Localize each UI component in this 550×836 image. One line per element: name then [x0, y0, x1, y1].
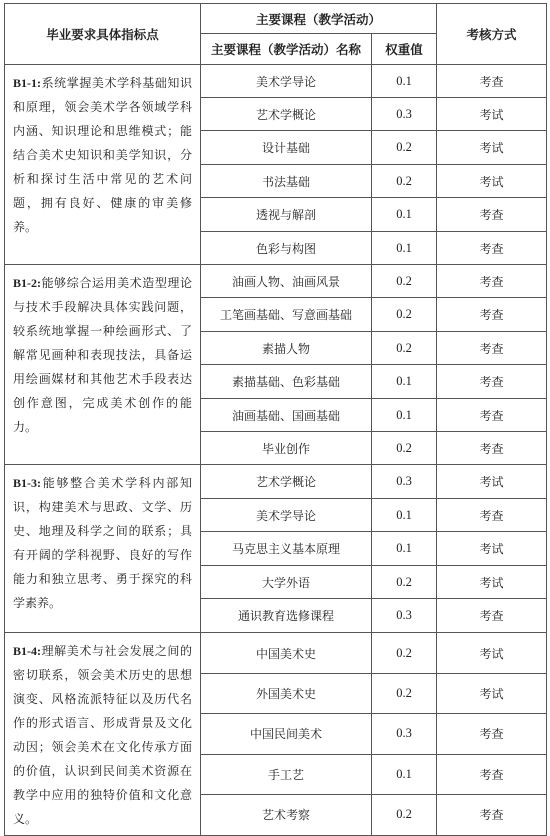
- weight-value: 0.2: [372, 794, 437, 835]
- course-name: 油画人物、油画风景: [201, 265, 372, 298]
- weight-value: 0.3: [372, 599, 437, 633]
- weight-value: 0.3: [372, 98, 437, 131]
- requirement-text: 系统掌握美术学科基础知识和原理，领会美术学各领域学科内涵、知识理论和思维模式；能结合美术史知识和美学知识，分析和探讨生活中常见的艺术问题，拥有良好、健康的审美修养。: [13, 76, 192, 234]
- course-name: 艺术学概论: [201, 465, 372, 499]
- course-name: 设计基础: [201, 131, 372, 165]
- course-name: 素描基础、色彩基础: [201, 365, 372, 399]
- assessment-method: 考查: [437, 713, 547, 754]
- requirement-code: B1-3:: [13, 476, 41, 490]
- course-name: 毕业创作: [201, 432, 372, 465]
- requirement-text: 能够综合运用美术造型理论与技术手段解决具体实践问题，较系统地掌握一种绘画形式、了解常见画种和表现技法，具备运用绘画媒材和其他艺术手段表达创作意图，完成美术创作的能力。: [13, 276, 192, 434]
- weight-value: 0.2: [372, 165, 437, 198]
- course-name: 素描人物: [201, 332, 372, 365]
- course-name: 中国民间美术: [201, 713, 372, 754]
- header-assessment: 考核方式: [437, 4, 547, 65]
- assessment-method: 考查: [437, 432, 547, 465]
- requirement-code: B1-1:: [13, 76, 41, 90]
- assessment-method: 考查: [437, 755, 547, 795]
- requirement-code: B1-2:: [13, 276, 41, 290]
- assessment-method: 考查: [437, 198, 547, 232]
- weight-value: 0.2: [372, 633, 437, 674]
- requirement-text: 理解美术与社会发展之间的密切联系，领会美术历史的思想演变、风格流派特征以及历代名作的形式语言、形成背景及文化动因；领会美术在文化传承方面的价值，认识到民间美术资源在教学中应用的独特价值和文化意义。: [13, 644, 192, 826]
- assessment-method: 考试: [437, 131, 547, 165]
- assessment-method: 考查: [437, 332, 547, 365]
- requirement-cell: [5, 265, 201, 465]
- course-name: 美术学导论: [201, 65, 372, 98]
- weight-value: 0.2: [372, 265, 437, 298]
- assessment-method: 考查: [437, 265, 547, 298]
- course-name: 色彩与构图: [201, 232, 372, 265]
- course-name: 外国美术史: [201, 674, 372, 714]
- weight-value: 0.2: [372, 298, 437, 332]
- requirements-table: [4, 3, 547, 836]
- course-name: 艺术学概论: [201, 98, 372, 131]
- assessment-method: 考试: [437, 165, 547, 198]
- assessment-method: 考试: [437, 566, 547, 599]
- table-row: [5, 633, 547, 674]
- course-name: 手工艺: [201, 755, 372, 795]
- assessment-method: 考查: [437, 794, 547, 835]
- table-row: [5, 465, 547, 499]
- requirement-text: 能够整合美术学科内部知识，构建美术与思政、文学、历史、地理及科学之间的联系；具有开阔的学科视野、良好的写作能力和独立思考、勇于探究的科学素养。: [13, 476, 192, 610]
- assessment-method: 考查: [437, 65, 547, 98]
- weight-value: 0.2: [372, 432, 437, 465]
- course-name: 通识教育选修课程: [201, 599, 372, 633]
- assessment-method: 考查: [437, 232, 547, 265]
- header-courses-group: 主要课程（教学活动）: [201, 4, 437, 34]
- weight-value: 0.2: [372, 566, 437, 599]
- requirement-code: B1-4:: [13, 644, 41, 658]
- weight-value: 0.1: [372, 198, 437, 232]
- assessment-method: 考试: [437, 465, 547, 499]
- course-name: 大学外语: [201, 566, 372, 599]
- assessment-method: 考查: [437, 399, 547, 432]
- header-weight: 权重值: [372, 34, 437, 65]
- weight-value: 0.1: [372, 65, 437, 98]
- course-name: 马克思主义基本原理: [201, 532, 372, 566]
- weight-value: 0.1: [372, 232, 437, 265]
- requirement-cell: [5, 633, 201, 836]
- weight-value: 0.1: [372, 399, 437, 432]
- table-row: [5, 65, 547, 98]
- table-row: [5, 265, 547, 298]
- assessment-method: 考试: [437, 674, 547, 714]
- assessment-method: 考查: [437, 298, 547, 332]
- assessment-method: 考查: [437, 599, 547, 633]
- weight-value: 0.1: [372, 365, 437, 399]
- course-name: 书法基础: [201, 165, 372, 198]
- weight-value: 0.3: [372, 713, 437, 754]
- course-name: 中国美术史: [201, 633, 372, 674]
- course-name: 艺术考察: [201, 794, 372, 835]
- weight-value: 0.1: [372, 532, 437, 566]
- weight-value: 0.1: [372, 499, 437, 532]
- course-name: 透视与解剖: [201, 198, 372, 232]
- weight-value: 0.3: [372, 465, 437, 499]
- weight-value: 0.2: [372, 131, 437, 165]
- weight-value: 0.2: [372, 332, 437, 365]
- course-name: 工笔画基础、写意画基础: [201, 298, 372, 332]
- requirement-cell: [5, 65, 201, 265]
- assessment-method: 考试: [437, 633, 547, 674]
- assessment-method: 考查: [437, 499, 547, 532]
- assessment-method: 考查: [437, 365, 547, 399]
- assessment-method: 考试: [437, 98, 547, 131]
- weight-value: 0.2: [372, 674, 437, 714]
- header-course-name: 主要课程（教学活动）名称: [201, 34, 372, 65]
- course-name: 美术学导论: [201, 499, 372, 532]
- assessment-method: 考试: [437, 532, 547, 566]
- weight-value: 0.1: [372, 755, 437, 795]
- requirement-cell: [5, 465, 201, 633]
- header-requirement: 毕业要求具体指标点: [5, 4, 201, 65]
- course-name: 油画基础、国画基础: [201, 399, 372, 432]
